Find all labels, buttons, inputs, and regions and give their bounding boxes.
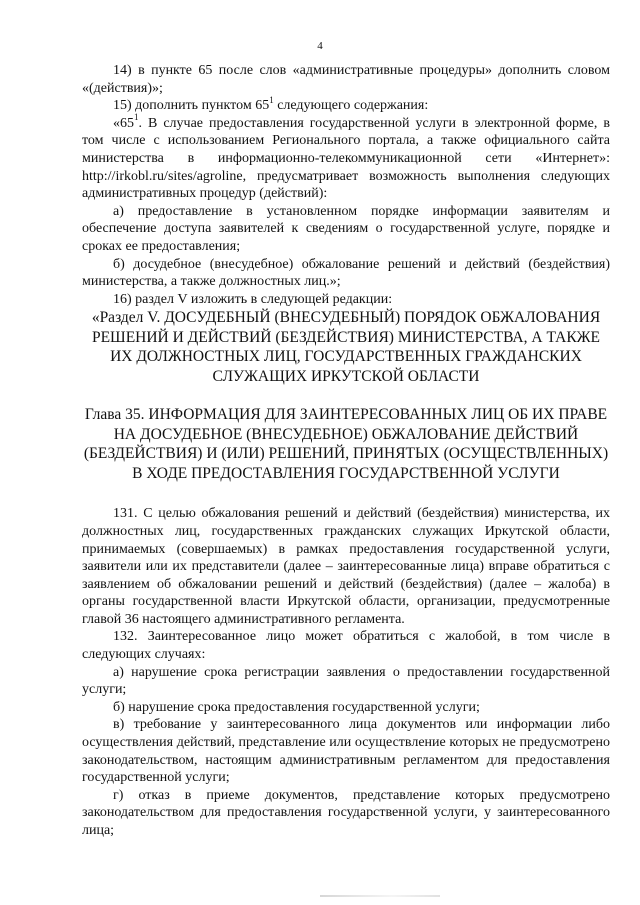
page-number: 4 (317, 40, 323, 52)
paragraph-b: б) досудебное (внесудебное) обжалование решений и действий (бездействия) министерства, а также должностных лиц.»; (82, 256, 610, 290)
paragraph-15-text: 15) дополнить пунктом 65 (113, 98, 270, 114)
superscript: 1 (269, 94, 274, 105)
paragraph-a: а) предоставление в установленном порядке информации заявителям и обеспечение доступа заявителей к сведениям о государственной услуге, порядке и сроках ее предоставления; (82, 203, 610, 254)
paragraph-132-v: в) требование у заинтересованного лица документов или информации либо осуществления действий, представление или осуществление которых не предусмотрено законодательством, настоящим административным регламентом для предоставления государственной услуги; (82, 717, 610, 786)
spacer (82, 483, 610, 505)
paragraph-65-1 (82, 112, 610, 203)
paragraph-132: 132. Заинтересованное лицо может обратиться с жалобой, в том числе в следующих случаях: (82, 629, 610, 663)
paragraph-132-a: а) нарушение срока регистрации заявления о предоставлении государственной услуги; (82, 664, 610, 698)
paragraph-15-tail: следующего содержания: (273, 98, 429, 114)
scan-artifact (320, 895, 440, 897)
superscript: 1 (134, 112, 139, 123)
section-heading: «Раздел V. ДОСУДЕБНЫЙ (ВНЕСУДЕБНЫЙ) ПОРЯДОК ОБЖАЛОВАНИЯ РЕШЕНИЙ И ДЕЙСТВИЙ (БЕЗДЕЙСТВИЯ) МИНИСТЕРСТВА, А ТАКЖЕ ИХ ДОЛЖНОСТНЫХ ЛИЦ, ГОСУДАРСТВЕННЫХ ГРАЖДАНСКИХ СЛУЖАЩИХ ИРКУТСКОЙ ОБЛАСТИ (91, 309, 601, 385)
chapter-heading: Глава 35. ИНФОРМАЦИЯ ДЛЯ ЗАИНТЕРЕСОВАННЫХ ЛИЦ ОБ ИХ ПРАВЕ НА ДОСУДЕБНОЕ (ВНЕСУДЕБНОЕ) ОБЖАЛОВАНИЕ ДЕЙСТВИЙ (БЕЗДЕЙСТВИЯ) И (ИЛИ) РЕШЕНИЙ, ПРИНЯТЫХ (ОСУЩЕСТВЛЕННЫХ) В ХОДЕ ПРЕДОСТАВЛЕНИЯ ГОСУДАРСТВЕННОЙ УСЛУГИ (83, 406, 609, 482)
paragraph-65-text: . В случае предоставления государственной услуги в электронной форме, в том числе с использованием Регионального портала, а также официального сайта министерства в информационно-телекоммуникационной сети «Интернет»: http://irkobl.ru/sites/agroline, предусматривает возможность выполнения следующих административных процедур (действий): (82, 115, 610, 202)
paragraph-15 (82, 94, 610, 115)
paragraph-65-open: «65 (113, 115, 134, 131)
paragraph-131: 131. С целью обжалования решений и действий (бездействия) министерства, их должностных лиц, государственных гражданских служащих Иркутской области, принимаемых (совершаемых) в рамках предоставления государственной услуги, заявители или их представители (далее – заинтересованные лица) вправе обратиться с заявлением об обжаловании решений и действий (бездействия) (далее – жалоба) в органы государственной власти Иркутской области, организации, предусмотренные главой 36 настоящего административного регламента. (82, 506, 610, 627)
paragraph-16: 16) раздел V изложить в следующей редакции: (113, 291, 393, 307)
paragraph-132-b: б) нарушение срока предоставления государственной услуги; (113, 699, 480, 715)
document-body (82, 62, 610, 840)
paragraph-14: 14) в пункте 65 после слов «административные процедуры» дополнить словом «(действия)»; (82, 63, 610, 96)
paragraph-132-g: г) отказ в приеме документов, представление которых предусмотрено законодательством для предоставления государственной услуги, у заинтересованного лица; (82, 787, 610, 838)
